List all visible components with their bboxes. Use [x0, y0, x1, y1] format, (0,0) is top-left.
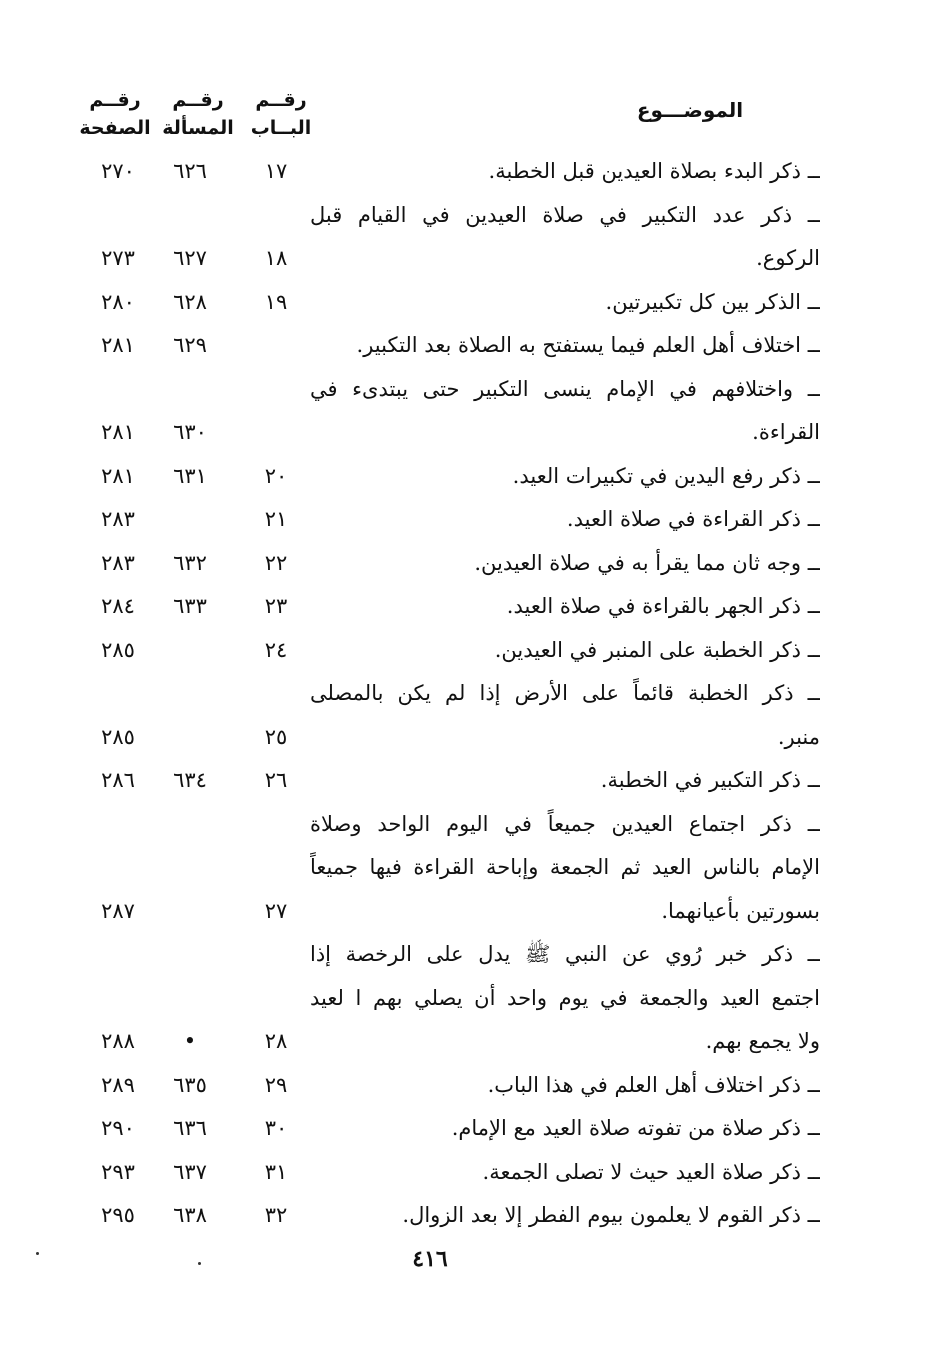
entry-title [310, 1107, 820, 1151]
masala-number: ٦٣٦ [173, 1116, 207, 1140]
entry-title-line: ــ الذكر بين كل تكبيرتين. [605, 289, 820, 314]
masala-number: ٦٣٠ [173, 420, 207, 444]
entry-title [310, 629, 820, 673]
bab-number: ٢٤ [264, 637, 288, 662]
toc-entry [0, 1064, 938, 1108]
masala-number: ٦٢٩ [173, 333, 207, 357]
toc-entry [0, 194, 938, 281]
bab-number: ٢٥ [264, 724, 288, 749]
toc-entry [0, 324, 938, 368]
page-ref: ٢٨٣ [101, 550, 135, 575]
masala-number: ٦٣٤ [173, 768, 207, 792]
page-ref: ٢٨٤ [101, 594, 135, 618]
masala-number: ٦٣١ [173, 463, 207, 488]
page-ref: ٢٨١ [101, 420, 135, 444]
page-ref: ٢٨١ [101, 333, 135, 357]
toc-entry [0, 1151, 938, 1195]
entry-title-line: منبر. [777, 724, 820, 749]
masala-number [150, 890, 230, 934]
entry-title [310, 194, 820, 281]
entry-title-line: ــ ذكر صلاة من تفوته صلاة العيد مع الإمام. [451, 1116, 820, 1140]
page-ref: ٢٨٣ [101, 507, 135, 531]
scan-speck [198, 1262, 201, 1265]
entry-title [310, 672, 820, 759]
entry-title-line: ــ ذكر الخطبة على المنبر في العيدين. [494, 637, 820, 662]
entry-title-line: ــ اختلاف أهل العلم فيما يستفتح به الصلاة بعد التكبير. [356, 333, 820, 357]
bab-number [236, 324, 316, 368]
masala-number: ٦٣٥ [173, 1072, 207, 1097]
bab-number: ٢٣ [264, 594, 288, 618]
entry-title [310, 368, 820, 455]
masala-number [150, 716, 230, 760]
bab-number: ٢٨ [264, 1029, 288, 1053]
entry-title-line: ولا يجمع بهم. [705, 1029, 820, 1053]
bab-number: ١٩ [264, 289, 288, 314]
page-ref: ٢٨٨ [101, 1029, 135, 1053]
bab-number [236, 411, 316, 455]
scan-speck [36, 1252, 39, 1255]
entry-title-line: القراءة. [752, 420, 820, 444]
masala-number: ٦٣٨ [173, 1203, 207, 1227]
page-ref: ٢٨٩ [101, 1072, 135, 1097]
bab-number: ٢١ [264, 507, 288, 531]
masala-number: ٦٣٢ [173, 550, 207, 575]
masala-number: • [183, 1029, 197, 1053]
entry-title [310, 150, 820, 194]
masala-number: ٦٣٣ [173, 594, 207, 618]
toc-entry [0, 150, 938, 194]
masala-number: ٦٢٨ [173, 289, 207, 314]
bab-number: ٢٢ [264, 550, 288, 575]
masala-number [150, 498, 230, 542]
entry-title-line: ــ ذكر عدد التكبير في صلاة العيدين في القيام قبل [310, 202, 820, 227]
entry-title-line: ــ وجه ثان مما يقرأ به في صلاة العيدين. [474, 550, 820, 575]
toc-entry [0, 1194, 938, 1238]
entry-title [310, 324, 820, 368]
entry-title-line: الإمام بالناس العيد ثم الجمعة وإباحة القراءة فيها جميعاً [310, 855, 820, 879]
toc-entry [0, 759, 938, 803]
bab-number: ٣٢ [264, 1203, 288, 1227]
masala-number: ٦٣٧ [173, 1159, 207, 1184]
masala-number: ٦٢٧ [173, 246, 207, 270]
masala-number: ٦٢٦ [173, 159, 207, 183]
entry-title-line: ــ ذكر التكبير في الخطبة. [600, 768, 820, 792]
toc-entry [0, 585, 938, 629]
header-masala-number: رقــم المسألة [162, 89, 234, 139]
bab-number: ٣٠ [264, 1116, 288, 1140]
entry-title [310, 281, 820, 325]
toc-entry [0, 672, 938, 759]
entry-title-line: ــ ذكر القوم لا يعلمون بيوم الفطر إلا بعد الزوال. [402, 1203, 820, 1227]
toc-entry [0, 455, 938, 499]
bab-number: ٢٧ [264, 898, 288, 923]
entry-title [310, 933, 820, 1064]
bab-number: ٢٠ [264, 463, 288, 488]
entry-title-line: ــ ذكر البدء بصلاة العيدين قبل الخطبة. [488, 159, 820, 183]
toc-entry [0, 498, 938, 542]
header-bab-number: رقــم البــاب [250, 89, 312, 139]
entry-title-line: اجتمع العيد والجمعة في يوم واحد أن يصلي بهم ا لعيد [310, 985, 820, 1010]
header-topic: الموضـــوع [636, 98, 744, 122]
entry-title-line: ــ ذكر صلاة العيد حيث لا تصلى الجمعة. [482, 1159, 820, 1184]
page-number: ٤١٦ [412, 1246, 448, 1272]
entry-title [310, 1064, 820, 1108]
entry-title [310, 542, 820, 586]
entry-title-line: ــ ذكر اجتماع العيدين جميعاً في اليوم الواحد وصلاة [310, 811, 820, 836]
entry-title [310, 498, 820, 542]
entry-title-line: ــ ذكر رفع اليدين في تكبيرات العيد. [512, 463, 820, 488]
bab-number: ٣١ [264, 1159, 288, 1184]
bab-number: ١٧ [264, 159, 288, 183]
entry-title-line: ــ واختلافهم في الإمام ينسى التكبير حتى يبتدىء في [310, 376, 820, 401]
entry-title-line: ــ ذكر اختلاف أهل العلم في هذا الباب. [487, 1072, 820, 1097]
bab-number: ٢٩ [264, 1072, 288, 1097]
entry-title [310, 455, 820, 499]
toc-entry [0, 1107, 938, 1151]
entry-title-line: ــ ذكر القراءة في صلاة العيد. [566, 507, 820, 531]
header-page-number: رقــم الصفحة [79, 89, 151, 139]
entry-title-line: الركوع. [756, 246, 820, 270]
page-ref: ٢٩٥ [101, 1203, 135, 1227]
bab-number: ٢٦ [264, 768, 288, 792]
page-ref: ٢٩٠ [101, 1116, 135, 1140]
entry-title [310, 759, 820, 803]
entry-title [310, 1151, 820, 1195]
entry-title [310, 585, 820, 629]
page-ref: ٢٨٠ [101, 289, 135, 314]
page-ref: ٢٨٧ [101, 898, 135, 923]
entry-title-line: ــ ذكر خبر رُوي عن النبي ﷺ يدل على الرخصة إذا [310, 942, 820, 966]
entry-title [310, 803, 820, 934]
entry-title [310, 1194, 820, 1238]
toc-entry [0, 933, 938, 1064]
page-ref: ٢٨٥ [101, 637, 135, 662]
page-ref: ٢٧٠ [101, 159, 135, 183]
page-ref: ٢٨٦ [101, 768, 135, 792]
toc-entry [0, 803, 938, 934]
entry-title-line: بسورتين بأعيانهما. [661, 898, 820, 923]
entry-title-line: ــ ذكر الجهر بالقراءة في صلاة العيد. [506, 594, 820, 618]
entry-title-line: ــ ذكر الخطبة قائماً على الأرض إذا لم يكن بالمصلى [310, 681, 820, 705]
toc-entry [0, 368, 938, 455]
toc-entry [0, 542, 938, 586]
toc-entry [0, 629, 938, 673]
page-ref: ٢٩٣ [101, 1159, 135, 1184]
masala-number [150, 629, 230, 673]
page-ref: ٢٨١ [101, 463, 135, 488]
page-ref: ٢٧٣ [101, 246, 135, 270]
toc-entry [0, 281, 938, 325]
page-ref: ٢٨٥ [101, 724, 135, 749]
bab-number: ١٨ [264, 246, 288, 270]
